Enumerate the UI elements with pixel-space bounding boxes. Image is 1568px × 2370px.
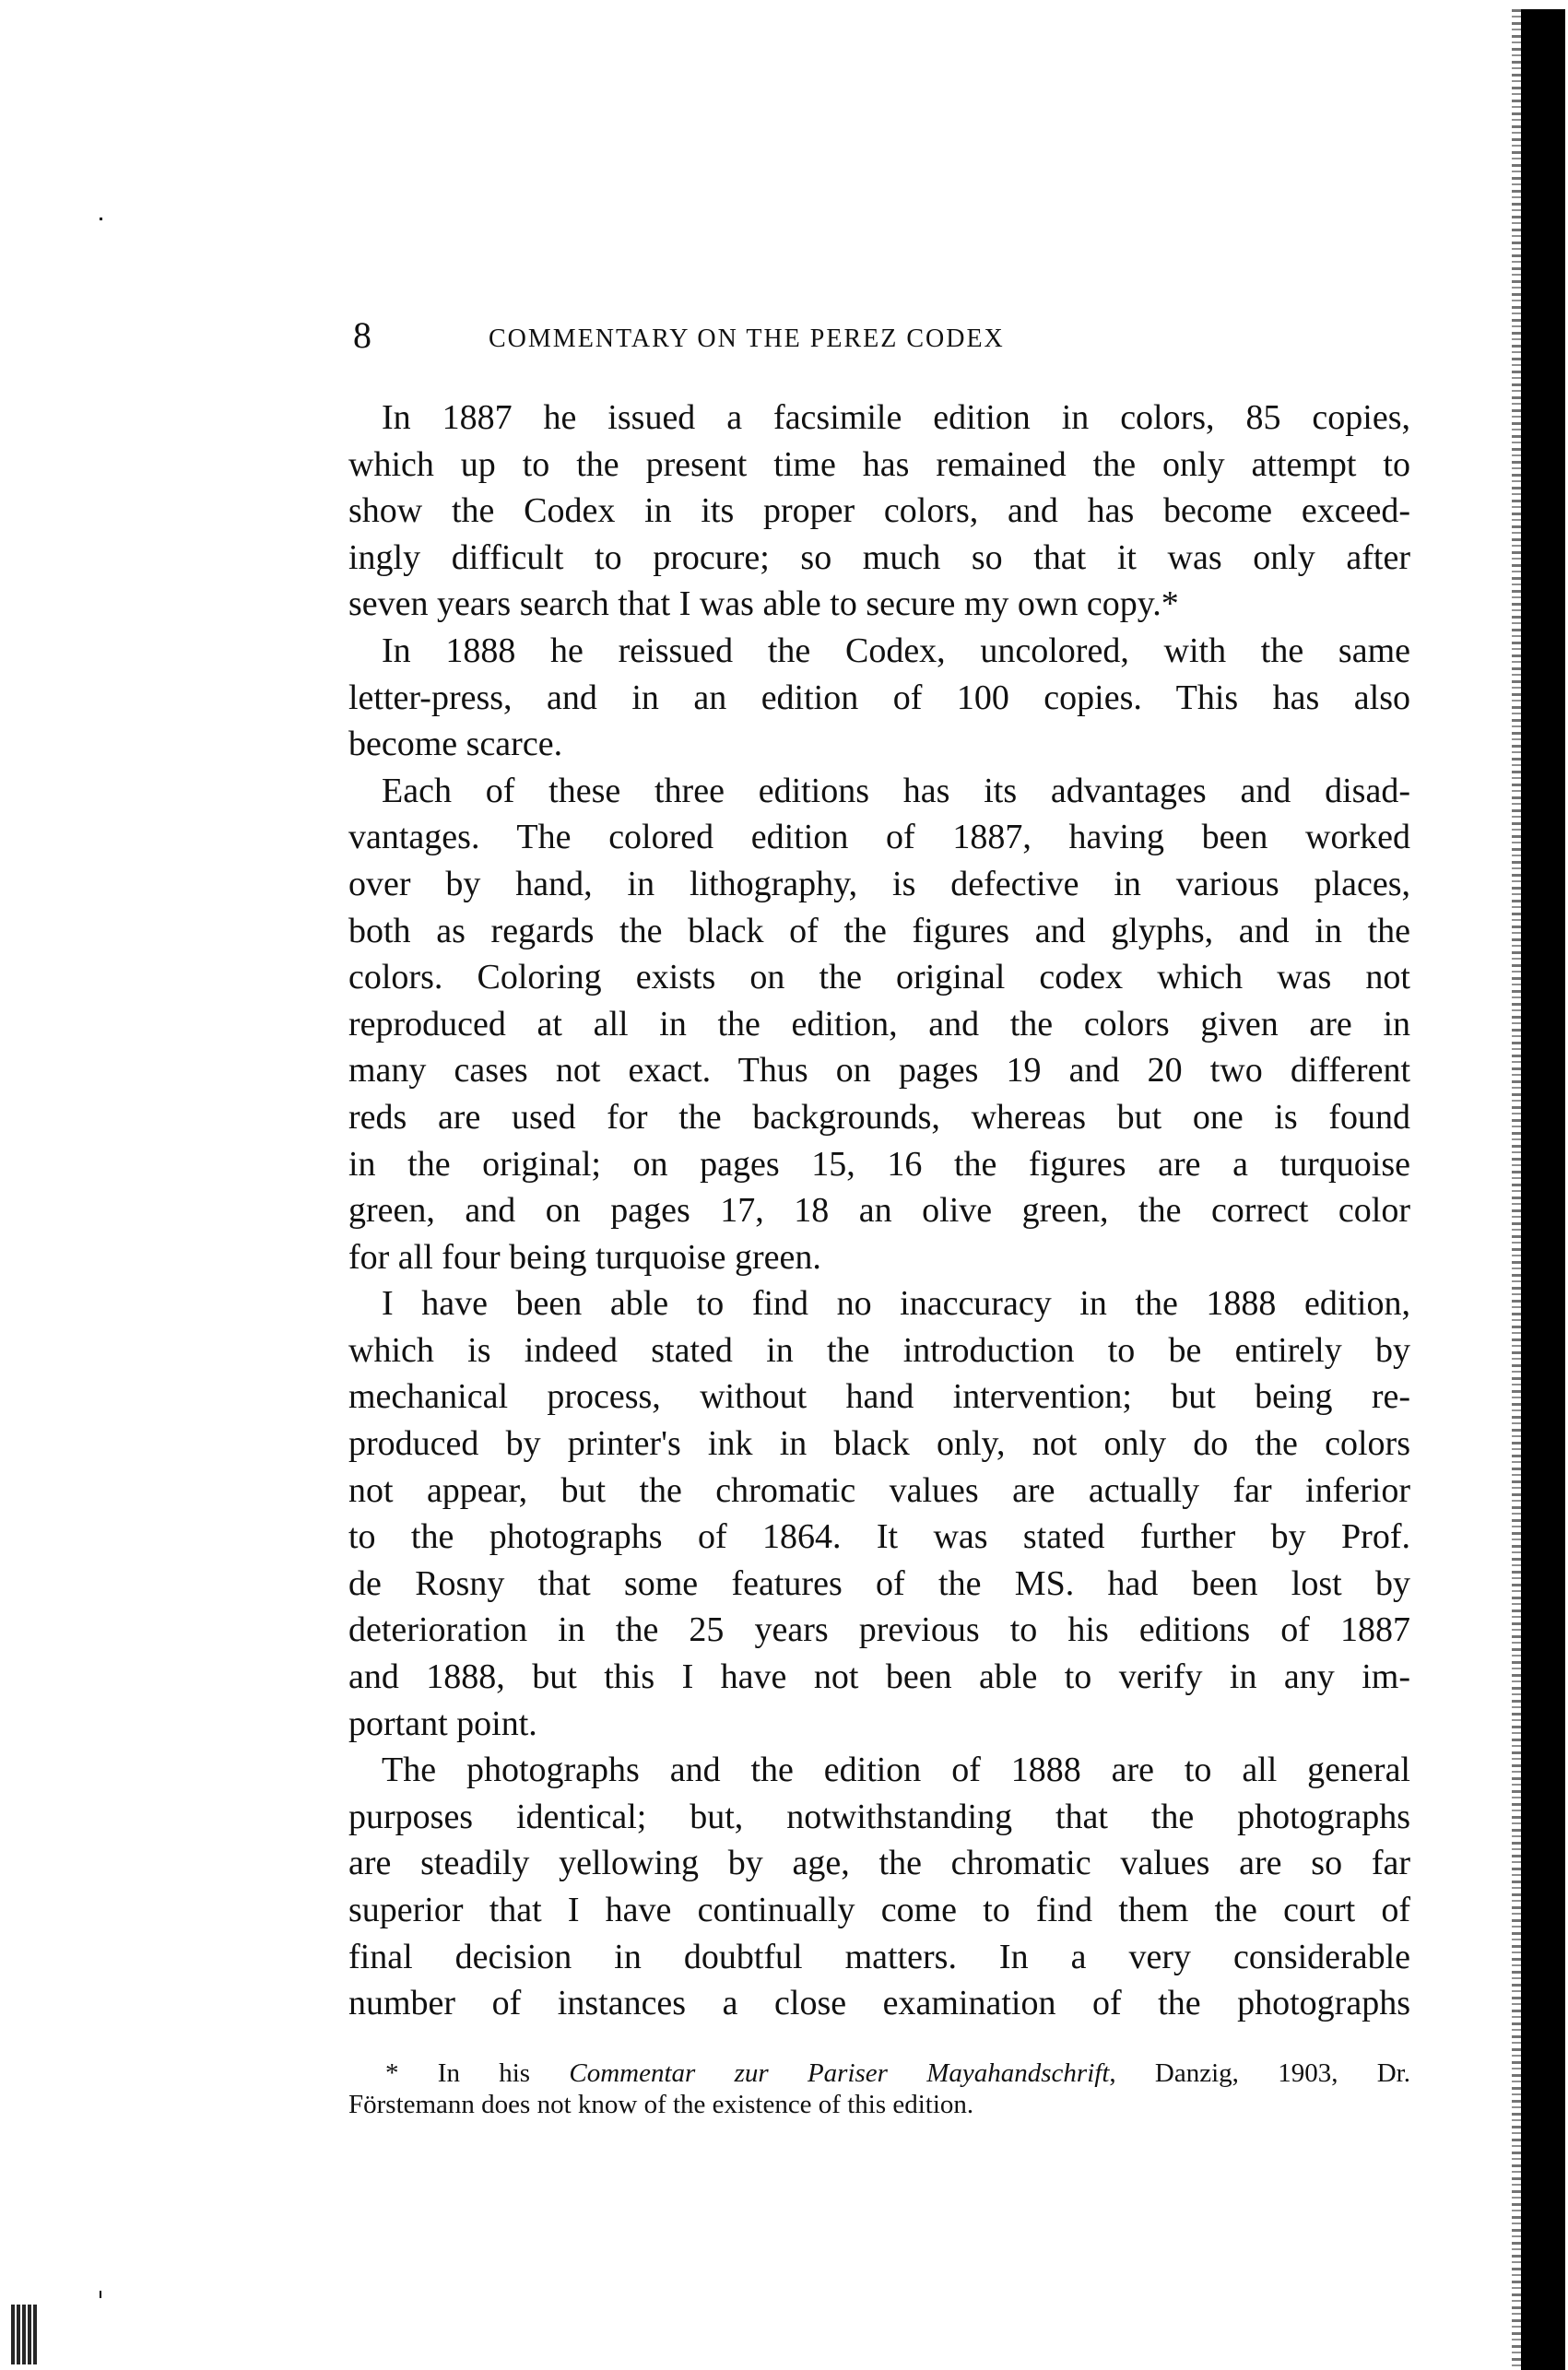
text-line: letter-press, and in an edition of 100 copies. This has also <box>348 678 1410 717</box>
text-line: number of instances a close examination of the photographs <box>348 1984 1410 2023</box>
text-line: purposes identical; but, notwithstanding that the photographs <box>348 1797 1410 1836</box>
text-line: In 1888 he reissued the Codex, uncolored, with the same <box>382 631 1410 670</box>
text-line: vantages. The colored edition of 1887, having been worked <box>348 818 1410 857</box>
text-line: Each of these three editions has its advantages and disad- <box>382 771 1410 810</box>
footnote-line-1 <box>348 2058 1410 2089</box>
text-line: mechanical process, without hand intervention; but being re- <box>348 1377 1410 1417</box>
text-line: for all four being turquoise green. <box>348 1237 821 1277</box>
running-head: COMMENTARY ON THE PEREZ CODEX <box>489 324 1005 353</box>
page-number: 8 <box>353 314 371 356</box>
body-text <box>348 395 1410 2027</box>
text-line: ingly difficult to procure; so much so that it was only after <box>348 537 1410 577</box>
text-line: are steadily yellowing by age, the chromatic values are so far <box>348 1844 1410 1883</box>
scan-speck <box>100 2291 101 2298</box>
footnote <box>348 2058 1410 2120</box>
text-line: In 1887 he issued a facsimile edition in colors, 85 copies, <box>382 398 1410 437</box>
text-line: de Rosny that some features of the MS. had been lost by <box>348 1563 1410 1603</box>
text-line: superior that I have continually come to find them the court of <box>348 1891 1410 1929</box>
text-line: deterioration in the 25 years previous to his editions of 1887 <box>348 1610 1410 1650</box>
scan-speck <box>100 218 102 220</box>
text-line: both as regards the black of the figures and glyphs, and in the <box>348 911 1410 950</box>
text-line: final decision in doubtful matters. In a very considerable <box>348 1937 1410 1976</box>
text-line: The photographs and the edition of 1888 are to all general <box>382 1751 1410 1790</box>
text-line: reds are used for the backgrounds, whereas but one is found <box>348 1097 1410 1137</box>
text-line: over by hand, in lithography, is defective in various places, <box>348 864 1410 903</box>
footnote-line-2: Förstemann does not know of the existence of this edition. <box>348 2090 974 2119</box>
text-line: and 1888, but this I have not been able to verify in any im- <box>348 1657 1410 1697</box>
text-line: many cases not exact. Thus on pages 19 and 20 two different <box>348 1051 1410 1091</box>
text-line: which up to the present time has remained the only attempt to <box>348 444 1410 484</box>
text-line: colors. Coloring exists on the original codex which was not <box>348 958 1410 997</box>
text-line: seven years search that I was able to secure my own copy.* <box>348 584 1179 624</box>
footnote-prefix: * In his <box>385 2058 570 2088</box>
text-line: become scarce. <box>348 725 563 764</box>
text-line: reproduced at all in the edition, and the colors given are in <box>348 1004 1410 1044</box>
scan-artifact <box>11 2305 39 2364</box>
text-line: which is indeed stated in the introduction to be entirely by <box>348 1330 1410 1370</box>
text-line: in the original; on pages 15, 16 the figures are a turquoise <box>348 1144 1410 1184</box>
text-line: to the photographs of 1864. It was stated further by Prof. <box>348 1517 1410 1557</box>
footnote-cited-title: Commentar zur Pariser Mayahandschrift <box>569 2058 1110 2088</box>
text-line: green, and on pages 17, 18 an olive green, the correct color <box>348 1191 1410 1231</box>
text-line: not appear, but the chromatic values are actually far inferior <box>348 1470 1410 1510</box>
text-line: show the Codex in its proper colors, and has become exceed- <box>348 491 1410 531</box>
text-line: portant point. <box>348 1704 537 1743</box>
text-line: I have been able to find no inaccuracy in the 1888 edition, <box>382 1284 1410 1324</box>
footnote-suffix: , Danzig, 1903, Dr. <box>1109 2058 1410 2088</box>
text-line: produced by printer's ink in black only, not only do the colors <box>348 1424 1410 1464</box>
binding-shadow <box>1521 9 1565 2370</box>
